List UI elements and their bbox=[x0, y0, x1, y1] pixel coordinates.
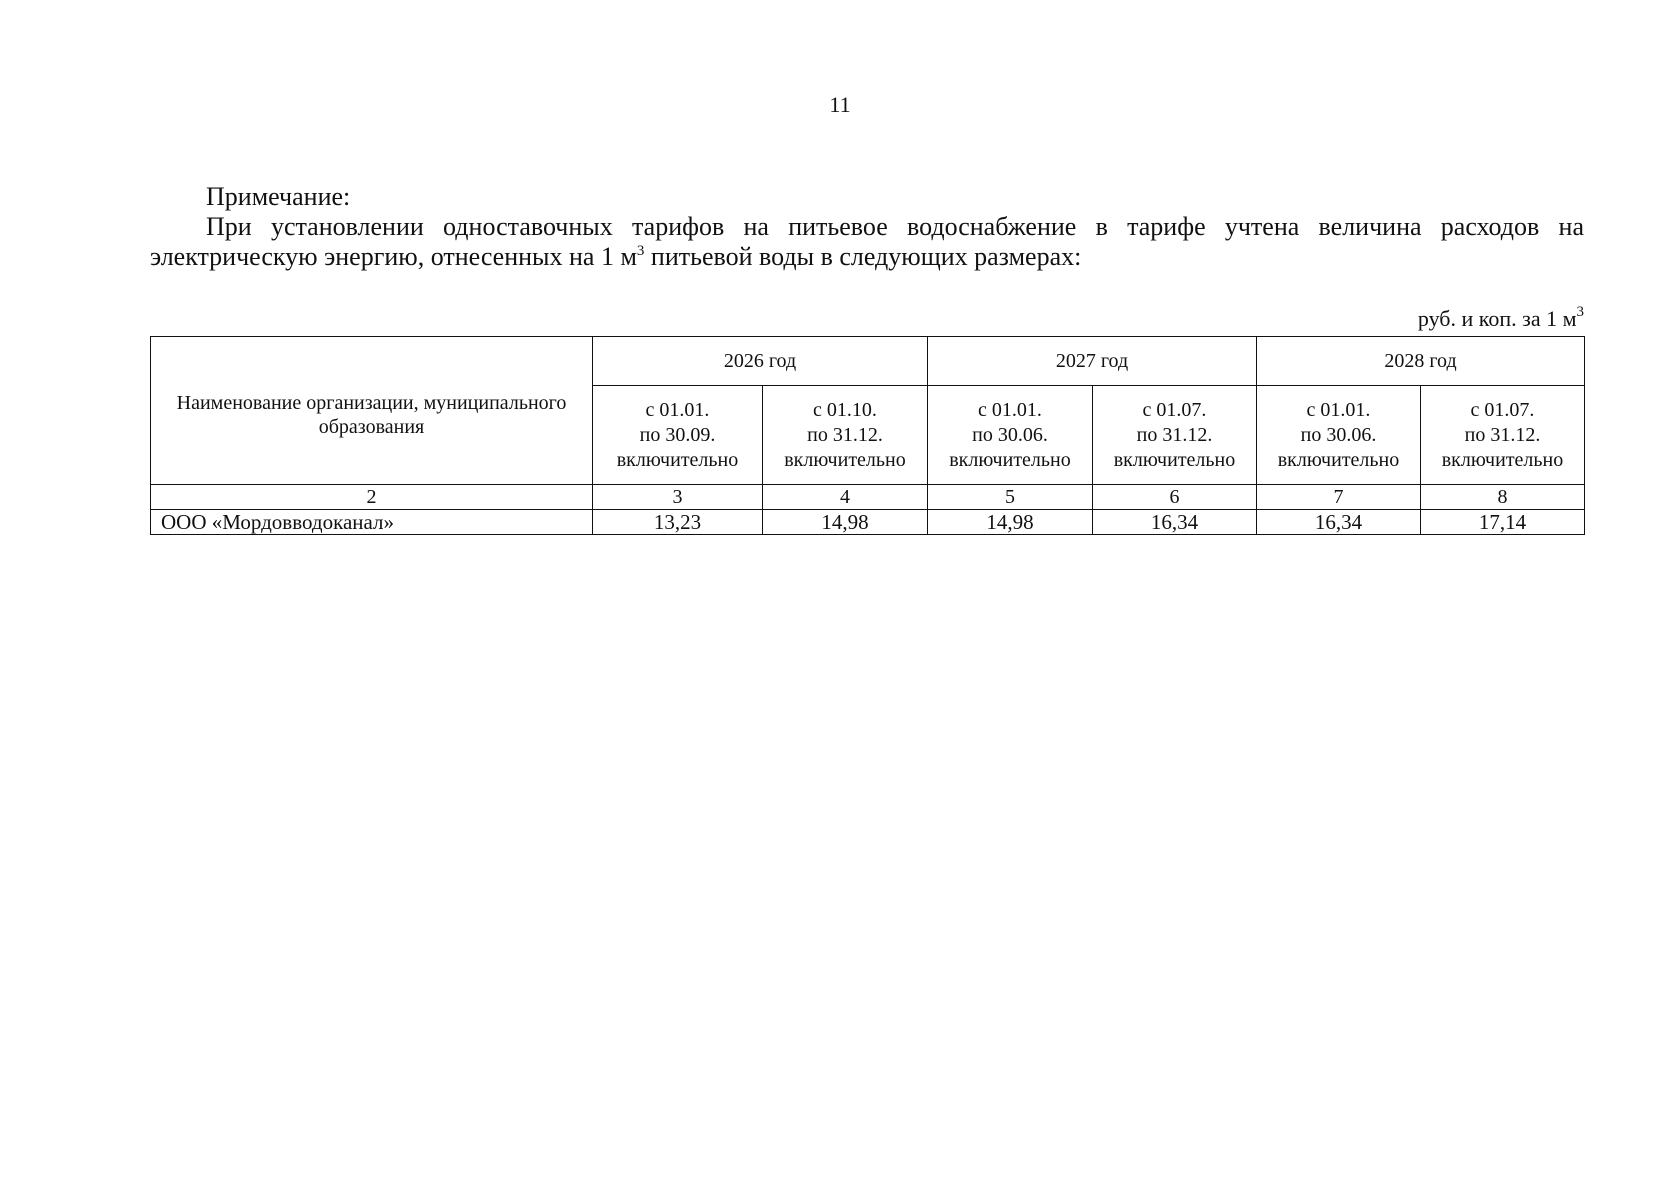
units-text: руб. и коп. за 1 м bbox=[1417, 306, 1577, 331]
units-superscript: 3 bbox=[1576, 304, 1584, 320]
table-row bbox=[151, 510, 1585, 535]
note-text-before: При установлении одноставочных тарифов на питьевое водоснабжение в тарифе учтена величина расходов на электрическую энергию, отнесенных на 1 м bbox=[150, 212, 1584, 271]
note-superscript: 3 bbox=[636, 243, 645, 259]
tariff-value-cell: 13,23 bbox=[593, 510, 763, 535]
period-header: с 01.07. по 31.12. включительно bbox=[1093, 386, 1257, 485]
tariff-value-cell: 16,34 bbox=[1093, 510, 1257, 535]
tariff-value-cell: 16,34 bbox=[1257, 510, 1421, 535]
tariff-value-cell: 14,98 bbox=[763, 510, 928, 535]
tariff-value-cell: 14,98 bbox=[928, 510, 1093, 535]
year-header-2028: 2028 год bbox=[1257, 337, 1585, 386]
org-name-cell: ООО «Мордовводоканал» bbox=[151, 510, 593, 535]
column-number: 7 bbox=[1257, 485, 1421, 510]
column-number: 8 bbox=[1421, 485, 1585, 510]
tariff-table bbox=[150, 336, 1585, 535]
page-number: 11 bbox=[829, 92, 851, 117]
note-text bbox=[150, 212, 1584, 272]
column-number: 3 bbox=[593, 485, 763, 510]
note-block bbox=[150, 182, 1584, 272]
period-header: с 01.01. по 30.06. включительно bbox=[1257, 386, 1421, 485]
year-header-2027: 2027 год bbox=[928, 337, 1257, 386]
column-number-row bbox=[151, 485, 1585, 510]
column-number: 5 bbox=[928, 485, 1093, 510]
column-number: 6 bbox=[1093, 485, 1257, 510]
period-header: с 01.01. по 30.09. включительно bbox=[593, 386, 763, 485]
column-number: 4 bbox=[763, 485, 928, 510]
year-header-2026: 2026 год bbox=[593, 337, 928, 386]
period-header: с 01.01. по 30.06. включительно bbox=[928, 386, 1093, 485]
units-label bbox=[1418, 306, 1584, 332]
period-header: с 01.07. по 31.12. включительно bbox=[1421, 386, 1585, 485]
org-column-header: Наименование организации, муниципального образования bbox=[151, 337, 593, 485]
tariff-value-cell: 17,14 bbox=[1421, 510, 1585, 535]
note-title: Примечание: bbox=[206, 182, 351, 211]
column-number: 2 bbox=[151, 485, 593, 510]
header-row-years bbox=[151, 337, 1585, 386]
note-text-after: питьевой воды в следующих размерах: bbox=[644, 242, 1082, 271]
period-header: с 01.10. по 31.12. включительно bbox=[763, 386, 928, 485]
